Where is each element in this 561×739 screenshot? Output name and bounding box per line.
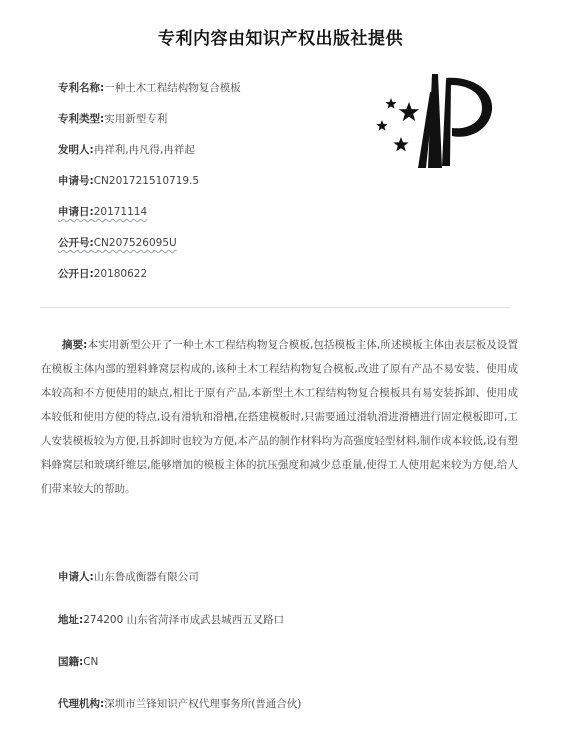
country-row (58, 654, 98, 670)
agency-value: 深圳市兰锋知识产权代理事务所(普通合伙) (104, 698, 302, 710)
address-row (58, 612, 284, 628)
small-star-icon (385, 98, 396, 109)
patent-type-label: 专利类型: (58, 113, 105, 125)
application-number-value: CN201721510719.5 (93, 175, 200, 187)
publication-number-value: CN207526095U (93, 237, 177, 249)
large-star-icon (399, 102, 419, 121)
address-value: 274200 山东省菏泽市成武县城西五叉路口 (83, 614, 285, 626)
medium-star-icon (393, 137, 408, 151)
publication-date-label: 公开日: (58, 268, 94, 280)
agency-row (58, 696, 301, 712)
abstract-section (41, 333, 518, 501)
publication-number-row (58, 235, 241, 266)
publication-date-value: 20180622 (93, 268, 148, 280)
inventor-label: 发明人: (58, 144, 94, 156)
patent-type-value: 实用新型专利 (104, 113, 168, 125)
application-number-row (58, 173, 241, 204)
section-divider (40, 307, 510, 308)
address-label: 地址: (58, 614, 84, 626)
abstract-label: 摘要: (62, 339, 88, 351)
patent-name-value: 一种土木工程结构物复合模板 (104, 82, 241, 94)
applicant-value: 山东鲁成衡器有限公司 (93, 571, 199, 583)
application-number-label: 申请号: (58, 175, 94, 187)
page-title: 专利内容由知识产权出版社提供 (158, 29, 403, 49)
patent-name-label: 专利名称: (58, 82, 105, 94)
abstract-text: 本实用新型公开了一种土木工程结构物复合模板,包括模板主体,所述模板主体由表层板及设置在模板主体内部的塑料蜂窝层构成的,该种土木工程结构物复合模板,改进了原有产品不易安装、使用成本较高和不方便使用的缺点,相比于原有产品,本新型土木工程结构物复合模板具有易安装拆卸、使用成本较低和使用方便的特点,设有滑轨和滑槽,在搭建模板时,只需要通过滑轨滑进滑槽进行固定模板即可,工人安装模板较为方便,且拆卸时也较为方便,本产品的制作材料均为高强度轻型材料,制作成本较低,设有塑料蜂窝层和玻璃纤维层,能够增加的模板主体的抗压强度和减少总重量,使得工人使用起来较为方便,给人们带来较大的帮助。 (41, 339, 518, 495)
application-date-label: 申请日: (58, 206, 94, 218)
small-star-icon (376, 120, 387, 131)
patent-type-row (58, 111, 241, 142)
patent-name-row (58, 80, 241, 111)
country-label: 国籍: (58, 656, 84, 668)
inventor-row (58, 142, 241, 173)
patent-metadata (58, 80, 241, 297)
publication-number-underlined (58, 237, 177, 249)
cnipa-emblem-logo (372, 70, 496, 170)
emblem-stroke (442, 80, 451, 166)
application-date-underlined (58, 206, 147, 218)
country-value: CN (83, 656, 99, 668)
application-date-value: 20171114 (93, 206, 148, 218)
publication-number-label: 公开号: (58, 237, 94, 249)
applicant-label: 申请人: (58, 571, 94, 583)
inventor-value: 冉祥利,冉凡得,冉祥起 (93, 144, 195, 156)
agency-label: 代理机构: (58, 698, 105, 710)
applicant-row (58, 569, 199, 585)
application-date-row (58, 204, 241, 235)
publication-date-row (58, 266, 241, 297)
emblem-stroke (446, 78, 492, 137)
